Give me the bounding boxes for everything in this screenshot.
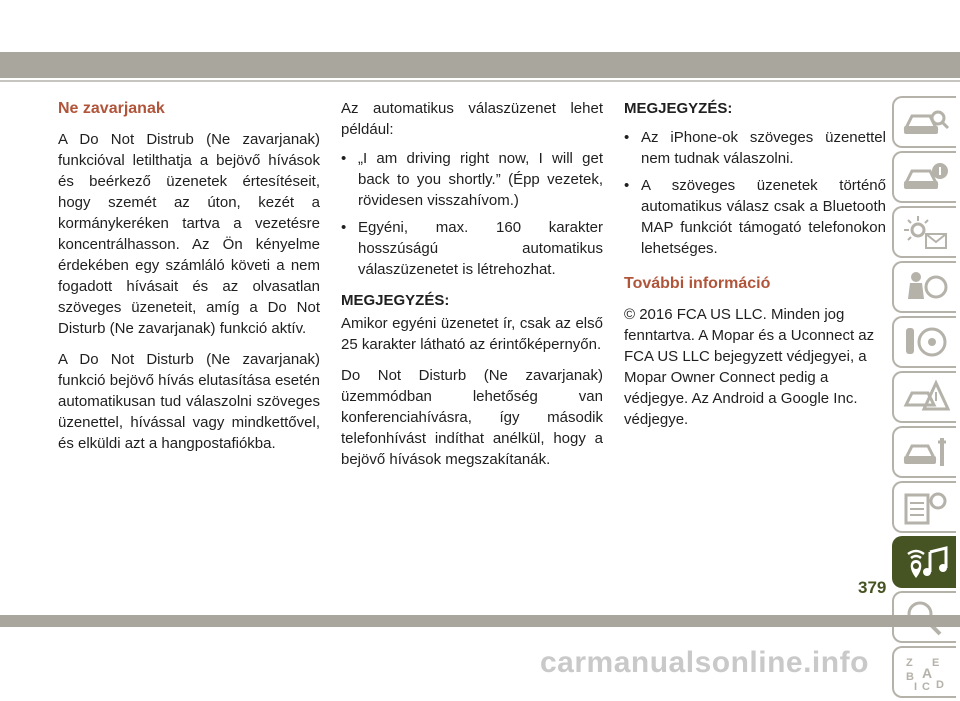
- note-heading: MEGJEGYZÉS:: [341, 292, 450, 309]
- checklist-gear-icon: [902, 489, 950, 527]
- list-item: • Egyéni, max. 160 karakter hosszúságú automatikus válaszüzenetet is létrehozhat.: [341, 217, 603, 280]
- header-rule: [0, 80, 960, 82]
- svg-text:C: C: [922, 681, 930, 692]
- tab-car-info[interactable]: [892, 151, 956, 203]
- note-heading: MEGJEGYZÉS:: [624, 100, 733, 117]
- light-message-icon: [902, 214, 950, 252]
- paragraph: Do Not Disturb (Ne zavarjanak) üzemmódban lehetőség van konferenciahívásra, így második telefonhívást indíthat anélkül, hogy a bejövő hívások megszakítanák.: [341, 367, 603, 468]
- airbag-seat-icon: [902, 269, 950, 307]
- tab-servicing[interactable]: [892, 426, 956, 478]
- svg-text:Z: Z: [906, 657, 913, 669]
- car-search-icon: [902, 104, 950, 142]
- svg-text:E: E: [932, 657, 940, 669]
- footer-bar: [0, 615, 960, 627]
- tab-specifications[interactable]: [892, 481, 956, 533]
- key-steering-icon: [902, 324, 950, 362]
- column-2: [341, 98, 603, 480]
- tab-lights-messages[interactable]: [892, 206, 956, 258]
- multimedia-icon: [902, 544, 950, 582]
- header-bar: [0, 52, 960, 78]
- paragraph: © 2016 FCA US LLC. Minden jog fenntartva. A Mopar és a Uconnect az FCA US LLC bejegyzett védjegyei, a Mopar Owner Connect pedig a védjegye. Az Android a Google Inc. védjegye.: [624, 306, 875, 428]
- svg-text:I: I: [914, 681, 918, 692]
- tab-emergency[interactable]: [892, 371, 956, 423]
- section-heading: További információ: [624, 275, 771, 292]
- column-1: [58, 98, 320, 464]
- tab-multimedia[interactable]: [892, 536, 956, 588]
- section-heading: Ne zavarjanak: [58, 100, 165, 117]
- svg-text:A: A: [922, 665, 933, 681]
- note-text: Amikor egyéni üzenetet ír, csak az első 25 karakter látható az érintőképernyőn.: [341, 315, 603, 353]
- tab-safety[interactable]: [892, 261, 956, 313]
- bullet-list: [624, 127, 886, 259]
- chapter-tabs: [886, 96, 960, 701]
- list-item: • A szöveges üzenetek történő automatikus válasz csak a Bluetooth MAP funkciót támogató telefonokon lehetséges.: [624, 175, 886, 259]
- svg-text:D: D: [936, 679, 944, 691]
- top-margin: [0, 0, 960, 52]
- alphabet-index-icon: [902, 654, 950, 692]
- watermark: carmanualsonline.info: [540, 646, 869, 679]
- tab-starting-driving[interactable]: [892, 316, 956, 368]
- bullet-list: [341, 148, 603, 280]
- car-tools-icon: [902, 434, 950, 472]
- paragraph: A Do Not Distrub (Ne zavarjanak) funkcióval letilthatja a bejövő hívások és beérkező üzenetek értesítéseit, hogy szemét az úton, kezét a kormánykeréken tartva a vezetésre koncentrálhasson. Az Ön kényelme érdekében egy számláló követi a nem fogadott hívásait és az olvasatlan szöveges üzeneteit, amíg a Do Not Disturb (Ne zavarjanak) funkció aktív.: [58, 131, 320, 337]
- tab-alphabetical-index[interactable]: [892, 646, 956, 698]
- warning-car-icon: [902, 379, 950, 417]
- svg-text:B: B: [906, 671, 914, 683]
- tab-car-search[interactable]: [892, 96, 956, 148]
- page-number: 379: [858, 578, 887, 597]
- intro-text: Az automatikus válaszüzenet lehet például:: [341, 100, 603, 138]
- list-item: • „I am driving right now, I will get back to you shortly.” (Épp vezetek, rövidesen visszahívom.): [341, 148, 603, 211]
- car-info-icon: [902, 159, 950, 197]
- list-item: • Az iPhone-ok szöveges üzenettel nem tudnak válaszolni.: [624, 127, 886, 169]
- paragraph: A Do Not Disturb (Ne zavarjanak) funkció bejövő hívás elutasítása esetén automatikusan tud válaszolni szöveges üzenettel, hívással vagy mindkettővel, és elküldi azt a hangpostafiókba.: [58, 351, 320, 452]
- column-3: [624, 98, 886, 440]
